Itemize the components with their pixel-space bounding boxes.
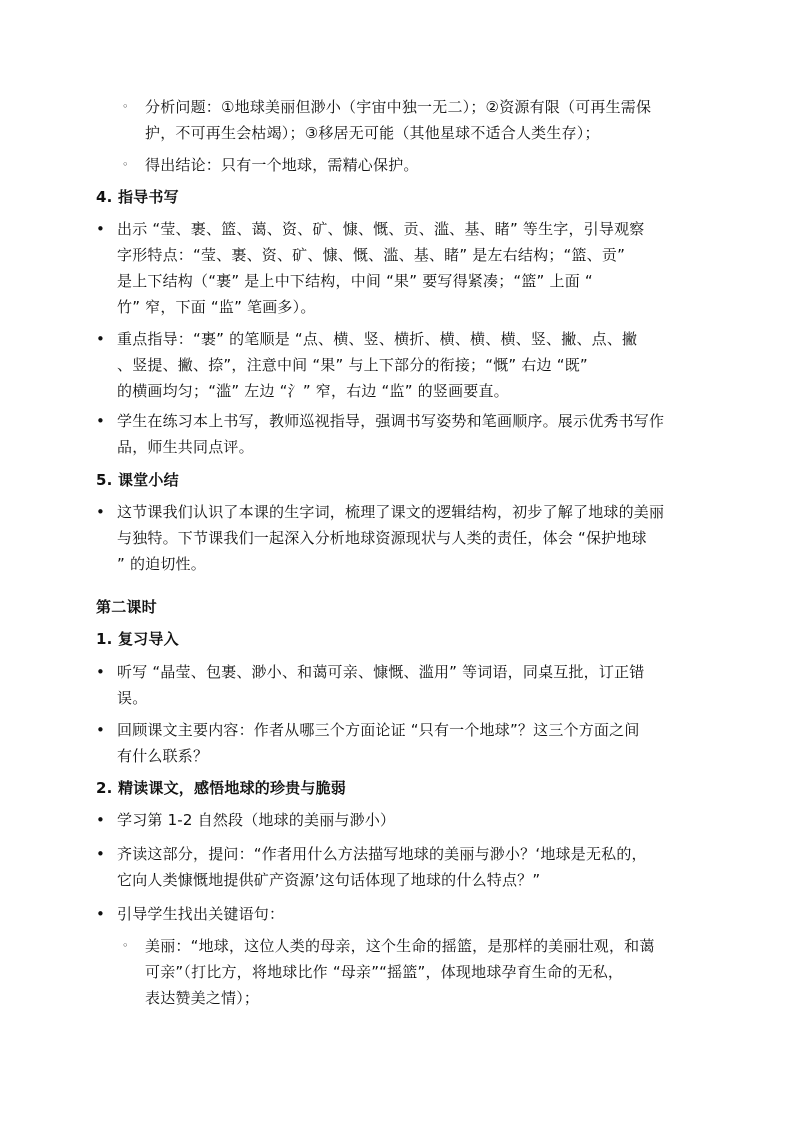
heading-number: 4. (96, 188, 113, 206)
bullet-marker: • (96, 905, 105, 923)
section-heading (96, 628, 179, 650)
text-line: 重点指导：“裹” 的笔顺是 “点、横、竖、横折、横、横、横、竖、撇、点、撇 (117, 330, 638, 348)
text-line: 美丽：“地球，这位人类的母亲，这个生命的摇篮，是那样的美丽壮观，和蔼 (145, 937, 655, 955)
bullet-marker: • (96, 811, 105, 829)
text-line: 出示 “莹、裹、篮、蔼、资、矿、慷、慨、贡、滥、基、睹” 等生字，引导观察 (117, 220, 645, 238)
text-line: 的横画均匀；“滥” 左边 “氵” 窄，右边 “监” 的竖画要直。 (117, 382, 509, 400)
text-line: 它向人类慷慨地提供矿产资源’这句话体现了地球的什么特点？” (117, 871, 541, 889)
text-line: 字形特点：“莹、裹、资、矿、慷、慨、滥、基、睹” 是左右结构；“篮、贡” (117, 246, 626, 264)
text-line: 竹” 窄，下面 “监” 笔画多）。 (117, 298, 316, 316)
text-line: 听写 “晶莹、包裹、渺小、和蔼可亲、慷慨、滥用” 等词语，同桌互批，订正错 (117, 663, 645, 681)
sub-bullet-marker: ◦ (122, 100, 129, 113)
sub-bullet-marker: ◦ (122, 939, 129, 952)
text-line: 、竖提、撇、捺”，注意中间 “果” 与上下部分的衔接；“慨” 右边 “既” (117, 356, 588, 374)
bullet-marker: • (96, 330, 105, 348)
text-line: 分析问题：①地球美丽但渺小（宇宙中独一无二）；②资源有限（可再生需保 (145, 98, 652, 116)
text-line: 护，不可再生会枯竭）；③移居无可能（其他星球不适合人类生存）； (145, 124, 600, 142)
sub-bullet-marker: ◦ (122, 158, 129, 171)
bullet-marker: • (96, 412, 105, 430)
section-heading (96, 469, 179, 491)
heading-text: 课堂小结 (117, 471, 179, 489)
text-line: 回顾课文主要内容：作者从哪三个方面论证 “只有一个地球”？这三个方面之间 (117, 721, 640, 739)
heading-text: 精读课文，感悟地球的珍贵与脆弱 (117, 779, 346, 797)
text-line: 有什么联系？ (117, 747, 209, 765)
heading-number: 2. (96, 779, 113, 797)
heading-number: 1. (96, 630, 113, 648)
text-line: 得出结论：只有一个地球，需精心保护。 (145, 156, 419, 174)
section-heading (96, 777, 346, 799)
text-line: 齐读这部分，提问：“作者用什么方法描写地球的美丽与渺小？‘地球是无私的， (117, 845, 647, 863)
text-line: 与独特。下节课我们一起深入分析地球资源现状与人类的责任，体会 “保护地球 (117, 529, 647, 547)
bullet-marker: • (96, 845, 105, 863)
bullet-marker: • (96, 663, 105, 681)
heading-number: 5. (96, 471, 113, 489)
text-line: 学习第 1-2 自然段（地球的美丽与渺小） (117, 811, 396, 829)
section-heading (96, 186, 179, 208)
heading-text: 复习导入 (117, 630, 179, 648)
text-line: 引导学生找出关键语句： (117, 905, 285, 923)
bullet-marker: • (96, 721, 105, 739)
text-line: ” 的迫切性。 (117, 555, 206, 573)
text-line: 可亲”（打比方，将地球比作 “母亲”“摇篮”，体现地球孕育生命的无私， (145, 963, 624, 981)
text-line: 这节课我们认识了本课的生字词，梳理了课文的逻辑结构，初步了解了地球的美丽 (117, 503, 665, 521)
heading-text: 指导书写 (117, 188, 179, 206)
text-line: 表达赞美之情）； (145, 989, 260, 1007)
text-line: 品，师生共同点评。 (117, 438, 254, 456)
bullet-marker: • (96, 503, 105, 521)
text-line: 学生在练习本上书写，教师巡视指导，强调书写姿势和笔画顺序。展示优秀书写作 (117, 412, 665, 430)
lesson-title: 第二课时 (96, 598, 157, 616)
text-line: 是上下结构（“裹” 是上中下结构，中间 “果” 要写得紧凑；“篮” 上面 “ (117, 272, 593, 290)
bullet-marker: • (96, 220, 105, 238)
text-line: 误。 (117, 689, 148, 707)
